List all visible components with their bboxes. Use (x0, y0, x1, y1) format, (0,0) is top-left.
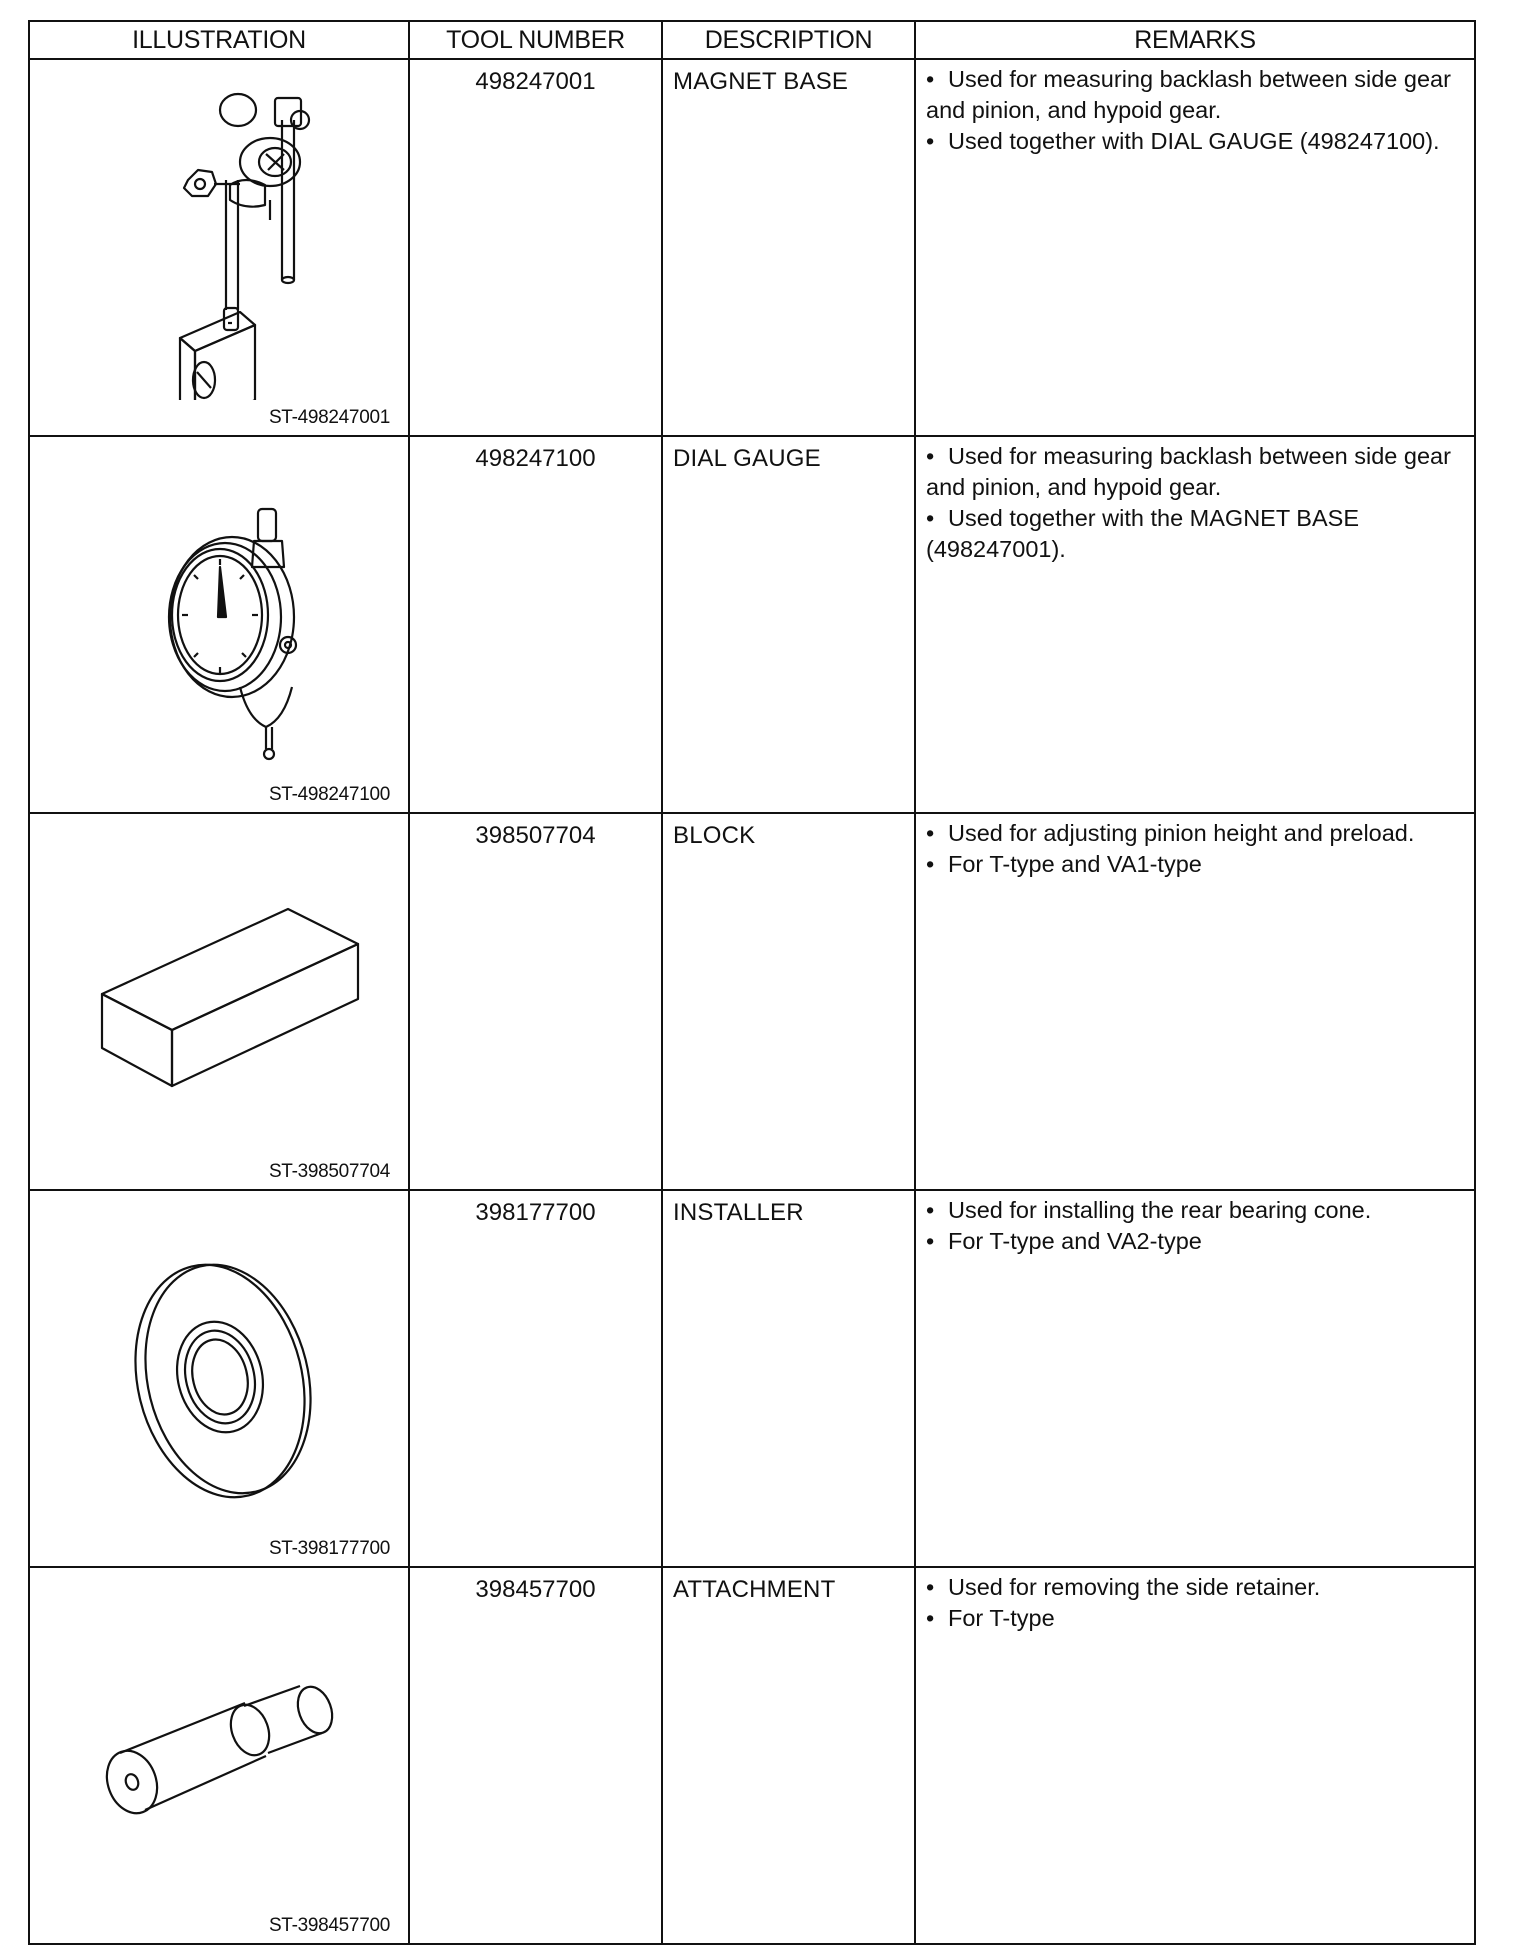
header-row (29, 21, 1475, 59)
remark-item: • Used for adjusting pinion height and preload. (926, 820, 1415, 846)
illustration-cell (29, 1190, 409, 1567)
remark-item: • For T-type (926, 1605, 1055, 1631)
remark-item: • Used together with the MAGNET BASE (498247001). (926, 505, 1359, 562)
illustration-code: ST-498247001 (268, 407, 390, 428)
tool-remarks (915, 1567, 1475, 1944)
block-icon (70, 834, 370, 1154)
remark-item: • Used together with DIAL GAUGE (498247100). (926, 128, 1440, 154)
tool-description: DIAL GAUGE (662, 436, 915, 813)
attachment-icon (70, 1588, 370, 1908)
tool-number: 398457700 (409, 1567, 662, 1944)
tool-number: 398177700 (409, 1190, 662, 1567)
table-row (29, 1190, 1475, 1567)
tool-description: BLOCK (662, 813, 915, 1190)
illustration-code: ST-398177700 (268, 1538, 390, 1559)
tool-description: MAGNET BASE (662, 59, 915, 436)
dial-gauge-icon (70, 457, 370, 777)
tool-remarks (915, 436, 1475, 813)
header-remarks: REMARKS (915, 21, 1475, 59)
remark-item: • Used for measuring backlash between side gear and pinion, and hypoid gear. (926, 66, 1451, 123)
tool-remarks (915, 59, 1475, 436)
remark-item: • Used for measuring backlash between side gear and pinion, and hypoid gear. (926, 443, 1451, 500)
tool-remarks (915, 1190, 1475, 1567)
header-illustration: ILLUSTRATION (29, 21, 409, 59)
illustration-code: ST-398507704 (268, 1161, 390, 1182)
table-row (29, 59, 1475, 436)
illustration-cell (29, 436, 409, 813)
tool-description: INSTALLER (662, 1190, 915, 1567)
tool-number: 398507704 (409, 813, 662, 1190)
table-row (29, 813, 1475, 1190)
remark-item: • Used for installing the rear bearing cone. (926, 1197, 1372, 1223)
remark-item: • For T-type and VA1-type (926, 851, 1202, 877)
header-description: DESCRIPTION (662, 21, 915, 59)
tool-description: ATTACHMENT (662, 1567, 915, 1944)
tool-number: 498247001 (409, 59, 662, 436)
table-row (29, 436, 1475, 813)
special-tools-table (28, 20, 1476, 1945)
illustration-cell (29, 59, 409, 436)
header-tool-number: TOOL NUMBER (409, 21, 662, 59)
installer-icon (70, 1211, 370, 1531)
tool-remarks (915, 813, 1475, 1190)
table-row (29, 1567, 1475, 1944)
remark-item: • For T-type and VA2-type (926, 1228, 1202, 1254)
tool-number: 498247100 (409, 436, 662, 813)
illustration-code: ST-398457700 (268, 1915, 390, 1936)
remark-item: • Used for removing the side retainer. (926, 1574, 1321, 1600)
magnet-base-icon (70, 80, 370, 400)
illustration-cell (29, 1567, 409, 1944)
illustration-code: ST-498247100 (268, 784, 390, 805)
illustration-cell (29, 813, 409, 1190)
